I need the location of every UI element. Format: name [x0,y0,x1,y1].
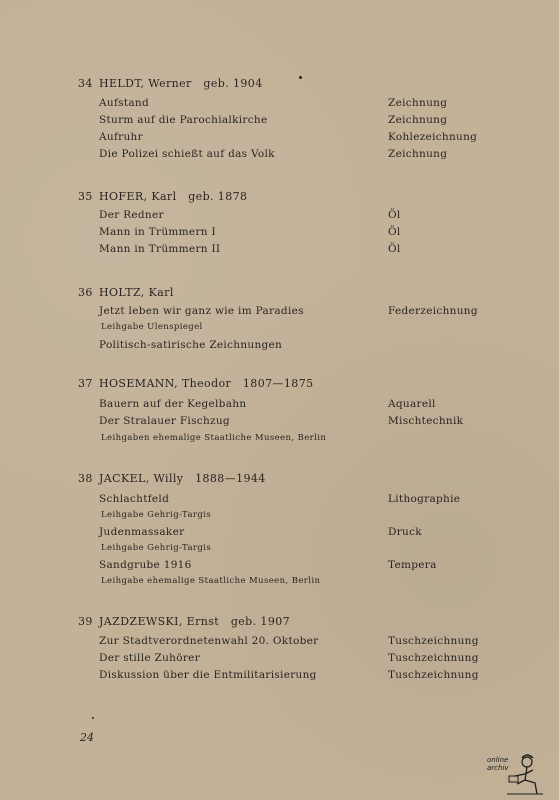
work-note-row [0,510,559,527]
work-title: Jetzt leben wir ganz wie im Paradies [99,305,304,317]
work-title: Politisch-satirische Zeichnungen [99,339,283,351]
work-row [0,226,559,243]
loan-note: Leihgabe Ulenspiegel [101,322,203,332]
entry-header [78,77,263,90]
artist-dates: 1888—1944 [195,472,266,485]
work-row [0,415,559,432]
work-note-row [0,576,559,593]
work-medium: Öl [388,226,401,238]
loan-note: Leihgabe Gehrig-Targis [101,510,212,520]
work-note-row [0,433,559,450]
work-title: Judenmassaker [99,526,185,538]
work-note-row [0,322,559,339]
work-row [0,114,559,131]
work-medium: Tuschzeichnung [388,669,479,681]
work-row [0,243,559,260]
work-medium: Tuschzeichnung [388,652,479,664]
work-title: Der Stralauer Fischzug [99,415,230,427]
work-medium: Zeichnung [388,148,448,160]
loan-note: Leihgaben ehemalige Staatliche Museen, Berlin [101,433,327,443]
archive-figure-icon [487,750,545,796]
work-row [0,652,559,669]
work-medium: Aquarell [388,398,436,410]
artist-dates: geb. 1907 [230,615,291,628]
entry-header [78,615,290,628]
work-row [0,97,559,114]
work-row [0,148,559,165]
page-number: 24 [80,731,94,744]
work-medium: Lithographie [388,493,461,505]
logo-line-2: archiv [487,764,509,772]
artist-dates: 1807—1875 [242,377,314,390]
entry-number: 38 [78,472,93,485]
entry-header [78,190,247,203]
work-medium: Zeichnung [388,114,448,126]
work-title: Der stille Zuhörer [99,652,201,664]
work-medium: Druck [388,526,422,538]
loan-note: Leihgabe Gehrig-Targis [101,543,212,553]
work-title: Mann in Trümmern I [99,226,216,238]
work-medium: Federzeichnung [388,305,478,317]
artist-dates: geb. 1878 [188,190,248,203]
paper-speck [92,717,94,719]
entry-number: 39 [78,615,93,628]
work-medium: Kohlezeichnung [388,131,478,143]
work-title: Mann in Trümmern II [99,243,221,255]
work-note-row [0,543,559,560]
work-row [0,398,559,415]
artist-name: HELDT, Werner [99,77,192,90]
work-title: Sandgrube 1916 [99,559,192,571]
work-title: Aufstand [99,97,149,109]
logo-line-1: online [487,756,509,764]
entry-number: 37 [78,377,93,390]
archive-logo [487,750,545,796]
work-medium: Öl [388,243,401,255]
artist-name: JACKEL, Willy [99,472,184,485]
work-title: Die Polizei schießt auf das Volk [99,148,275,160]
entry-header [78,286,174,299]
entry-number: 36 [78,286,93,299]
artist-name: JAZDZEWSKI, Ernst [99,615,220,628]
work-medium: Öl [388,209,401,221]
artist-dates: geb. 1904 [203,77,263,90]
work-row [0,305,559,322]
work-row [0,635,559,652]
paper-speck [299,76,302,79]
work-row [0,131,559,148]
work-title: Bauern auf der Kegelbahn [99,398,247,410]
work-title: Diskussion über die Entmilitarisierung [99,669,317,681]
artist-name: HOFER, Karl [99,190,177,203]
artist-name: HOSEMANN, Theodor [99,377,232,390]
work-title: Der Redner [99,209,164,221]
entry-header [78,472,266,485]
work-title: Zur Stadtverordnetenwahl 20. Oktober [99,635,319,647]
artist-name: HOLTZ, Karl [99,286,174,299]
entry-header [78,377,314,390]
work-title: Schlachtfeld [99,493,170,505]
work-row [0,669,559,686]
work-row [0,526,559,543]
work-title: Aufruhr [99,131,143,143]
work-medium: Mischtechnik [388,415,464,427]
work-medium: Zeichnung [388,97,448,109]
entry-number: 35 [78,190,93,203]
work-medium: Tuschzeichnung [388,635,479,647]
work-title: Sturm auf die Parochialkirche [99,114,268,126]
work-row [0,493,559,510]
work-row [0,339,559,356]
work-medium: Tempera [388,559,437,571]
work-row [0,559,559,576]
loan-note: Leihgabe ehemalige Staatliche Museen, Berlin [101,576,321,586]
work-row [0,209,559,226]
entry-number: 34 [78,77,93,90]
